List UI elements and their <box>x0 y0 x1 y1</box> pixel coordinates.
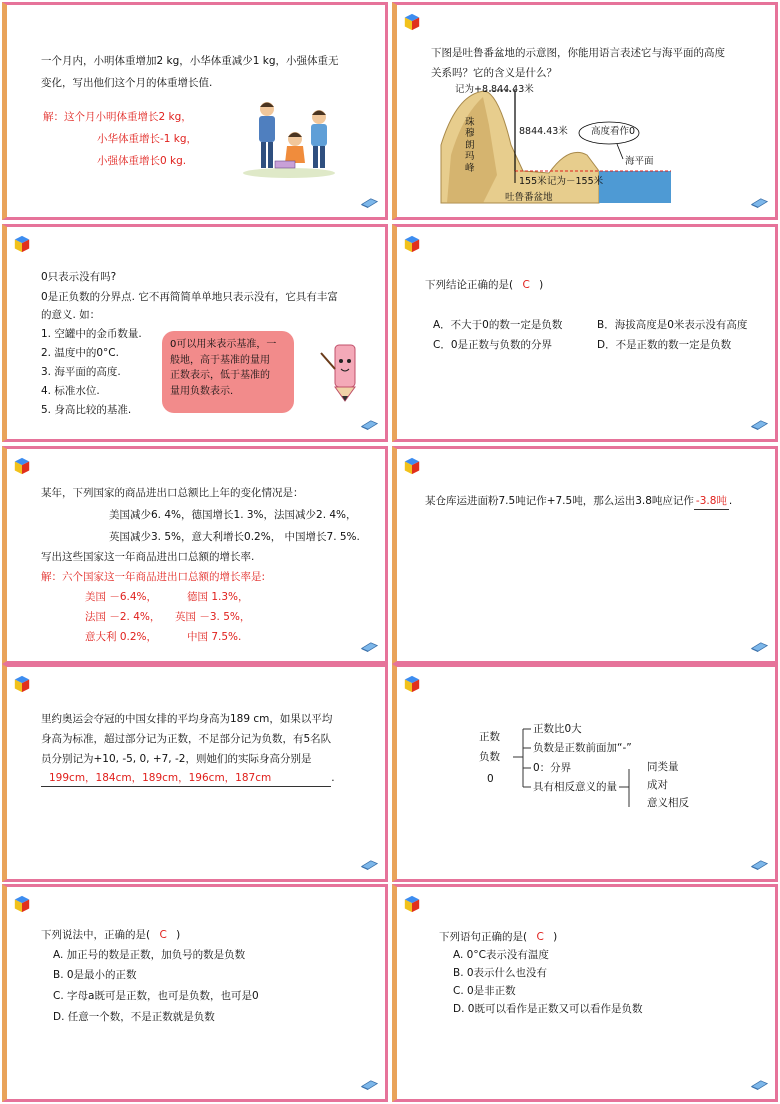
line-2: 身高为标准，超过部分记为正数，不足部分记为负数，有5名队 <box>41 733 332 745</box>
line-8: 5. 身高比较的基准. <box>41 404 132 416</box>
eraser-icon <box>749 197 769 209</box>
question-text: 下列语句正确的是( <box>439 931 528 943</box>
answer-text: C <box>159 929 167 941</box>
answer-text: -3.8吨 <box>694 493 729 510</box>
question-close: ) <box>176 929 181 941</box>
line-1: 某年，下列国家的商品进出口总额比上年的变化情况是： <box>41 487 304 499</box>
question-text: 下列说法中，正确的是( <box>41 929 151 941</box>
record-label: 记为－155米 <box>547 176 604 187</box>
eraser-icon <box>749 1079 769 1091</box>
question-end: . <box>728 495 733 507</box>
answer-title: 解：六个国家这一年商品进出口总额的增长率是: <box>41 571 266 583</box>
option-c: C. 0是非正数 <box>453 985 516 997</box>
slide-4[interactable] <box>392 224 778 442</box>
slide-7[interactable] <box>2 664 388 882</box>
eraser-icon <box>359 1079 379 1091</box>
pencil-character-icon <box>319 339 369 403</box>
option-a: A. 加正号的数是正数，加负号的数是负数 <box>53 949 246 961</box>
answer-fr: 法国 －2. 4%， <box>85 611 161 623</box>
option-b: B．海拔高度是0米表示没有高度 <box>597 319 748 331</box>
question <box>439 929 557 945</box>
answer-text: 199cm，184cm，189cm，196cm，187cm <box>41 770 331 787</box>
line-7: 4. 标准水位. <box>41 385 100 397</box>
question-text: 下列结论正确的是( <box>425 279 514 291</box>
answer-line-1: 解：这个月小明体重增长2 kg， <box>43 111 192 123</box>
option-c: C．0是正数与负数的分界 <box>433 339 553 351</box>
option-b: B. 0是最小的正数 <box>53 969 137 981</box>
question-line-2: 关系吗？它的含义是什么？ <box>431 67 557 79</box>
slide-1[interactable] <box>2 2 388 220</box>
option-a: A. 0°C表示没有温度 <box>453 949 549 961</box>
slide-6[interactable] <box>392 446 778 664</box>
answer-end: . <box>331 772 335 784</box>
line-3: 英国减少3. 5%，意大利增长0.2%， 中国增长7. 5%. <box>109 531 360 543</box>
eraser-icon <box>749 859 769 871</box>
answer-line <box>41 770 335 787</box>
eraser-icon <box>359 197 379 209</box>
branch-1: 正数比0大 <box>533 723 582 735</box>
answer-text: C <box>522 279 530 291</box>
branch-3: 0：分界 <box>533 762 572 774</box>
cube-logo-icon <box>403 895 421 913</box>
top-label: 记为+8 844.43米 <box>455 84 534 95</box>
cube-logo-icon <box>403 235 421 253</box>
bubble-line-3: 正数表示，低于基准的 <box>170 370 270 381</box>
answer-text: C <box>536 931 544 943</box>
eraser-icon <box>749 641 769 653</box>
cube-logo-icon <box>13 457 31 475</box>
sub-3: 意义相反 <box>647 797 689 809</box>
option-a: A．不大于0的数一定是负数 <box>433 319 563 331</box>
answer-line-3: 小强体重增长0 kg. <box>97 155 187 167</box>
concept-positive: 正数 <box>479 731 500 743</box>
basin-label: 吐鲁番盆地 <box>505 192 553 203</box>
cube-logo-icon <box>13 895 31 913</box>
option-d: D. 任意一个数，不是正数就是负数 <box>53 1011 215 1023</box>
answer-uk: 英国 －3. 5%， <box>175 611 251 623</box>
line-6: 3. 海平面的高度. <box>41 366 121 378</box>
bubble-line-2: 般地，高于基准的量用 <box>170 354 270 366</box>
line-4: 写出这些国家这一年商品进出口总额的增长率. <box>41 551 255 563</box>
eraser-icon <box>749 419 769 431</box>
children-illustration <box>239 95 339 179</box>
concept-zero: 0 <box>487 773 494 785</box>
option-c: C. 字母a既可是正数，也可是负数，也可是0 <box>53 990 259 1002</box>
question <box>425 493 732 510</box>
cube-logo-icon <box>13 675 31 693</box>
line-1: 里约奥运会夺冠的中国女排的平均身高为189 cm，如果以平均 <box>41 713 333 725</box>
cube-logo-icon <box>403 675 421 693</box>
question-line-1: 一个月内，小明体重增加2 kg，小华体重减少1 kg，小强体重无 <box>41 55 339 67</box>
branch-2: 负数是正数前面加“-” <box>533 742 632 754</box>
bubble-line-4: 量用负数表示. <box>170 385 234 397</box>
question-line-1: 下图是吐鲁番盆地的示意图，你能用语言表述它与海平面的高度 <box>431 47 725 59</box>
info-bubble <box>162 331 294 413</box>
cube-logo-icon <box>403 13 421 31</box>
slide-5[interactable] <box>2 446 388 664</box>
question-line-2: 变化，写出他们这个月的体重增长值. <box>41 77 213 89</box>
sub-1: 同类量 <box>647 761 679 773</box>
sea-level-label: 海平面 <box>625 156 654 167</box>
question <box>41 927 180 943</box>
line-5: 2. 温度中的0°C. <box>41 347 119 359</box>
peak-name: 珠穆朗玛峰 <box>465 117 475 174</box>
question-close: ) <box>553 931 558 943</box>
slide-10[interactable] <box>392 884 778 1102</box>
answer-cn: 中国 7.5%. <box>187 631 242 643</box>
depth-label: 155米 <box>519 176 547 187</box>
question-text: 某仓库运进面粉7.5吨记作+7.5吨，那么运出3.8吨应记作 <box>425 495 694 507</box>
cube-logo-icon <box>13 235 31 253</box>
line-2: 美国减少6. 4%，德国增长1. 3%，法国减少2. 4%， <box>109 509 357 521</box>
question <box>425 277 543 293</box>
sub-2: 成对 <box>647 779 668 791</box>
option-d: D. 0既可以看作是正数又可以看作是负数 <box>453 1003 643 1015</box>
bubble-label: 高度看作0 <box>591 126 636 137</box>
cube-logo-icon <box>403 457 421 475</box>
bubble-line-1: 0可以用来表示基准，一 <box>170 339 277 350</box>
answer-us: 美国 －6.4%， <box>85 591 158 603</box>
line-4: 1. 空罐中的金币数量. <box>41 328 142 340</box>
answer-de: 德国 1.3%， <box>187 591 249 603</box>
slide-9[interactable] <box>2 884 388 1102</box>
slide-8[interactable] <box>392 664 778 882</box>
eraser-icon <box>359 859 379 871</box>
answer-line-2: 小华体重增长-1 kg， <box>97 133 198 145</box>
branch-4: 具有相反意义的量 <box>533 781 617 793</box>
option-d: D．不是正数的数一定是负数 <box>597 339 732 351</box>
concept-negative: 负数 <box>479 751 500 763</box>
eraser-icon <box>359 641 379 653</box>
line-2: 0是正负数的分界点. 它不再简简单单地只表示没有，它具有丰富 <box>41 291 338 303</box>
height-label: 8844.43米 <box>519 126 568 137</box>
line-3: 员分别记为+10, -5, 0, +7, -2，则她们的实际身高分别是 <box>41 753 312 765</box>
line-3: 的意义. 如： <box>41 309 101 321</box>
slide-3[interactable] <box>2 224 388 442</box>
answer-it: 意大利 0.2%， <box>85 631 158 643</box>
eraser-icon <box>359 419 379 431</box>
slide-2[interactable] <box>392 2 778 220</box>
question-close: ) <box>539 279 544 291</box>
option-b: B. 0表示什么也没有 <box>453 967 548 979</box>
line-1: 0只表示没有吗? <box>41 271 117 283</box>
